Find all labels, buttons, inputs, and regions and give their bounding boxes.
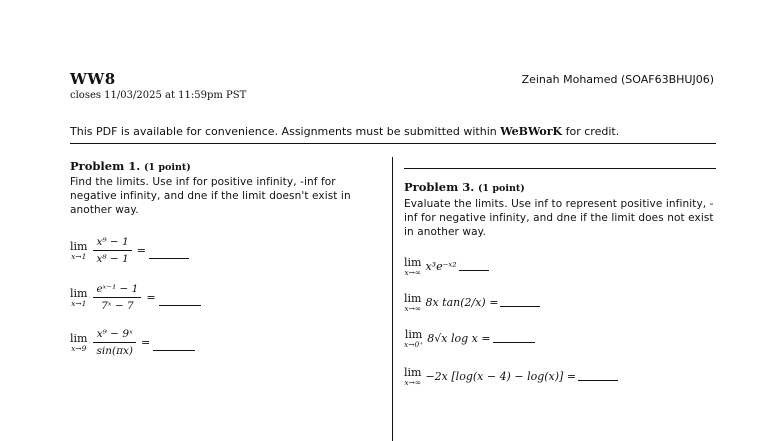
- limit-operator: lim x→1: [70, 287, 88, 308]
- notice-text: [70, 125, 619, 138]
- problem-1-points: (1 point): [143, 162, 191, 173]
- problem-3-item-1: lim x→∞ x³e⁻ˣ²: [404, 256, 489, 277]
- answer-blank-5[interactable]: [500, 306, 540, 307]
- problem-3-item-2: lim x→∞ 8x tan(2/x) =: [404, 292, 540, 313]
- notice-suffix: for credit.: [562, 125, 620, 138]
- limit-operator: lim x→∞: [404, 366, 422, 387]
- assignment-title: WW8: [70, 70, 116, 88]
- right-column-rule: [404, 168, 716, 169]
- limit-operator: lim x→∞: [404, 256, 422, 277]
- answer-blank-4[interactable]: [459, 270, 489, 271]
- problem-3-title: Problem 3.: [404, 180, 475, 194]
- fraction: $\frac{\text{x⁹ − 1}}{\text{x⁸ − 1}}$: [93, 236, 131, 265]
- problem-1-heading: [70, 159, 191, 173]
- problem-3-instructions: Evaluate the limits. Use inf to represent positive infinity, -inf for negative infinity, and dne if the limit does not exist in another way.: [404, 198, 714, 238]
- limit-operator: lim x→0⁺: [404, 328, 424, 349]
- notice-prefix: This PDF is available for convenience. Assignments must be submitted within: [70, 125, 501, 138]
- answer-blank-1[interactable]: [149, 258, 189, 259]
- problem-3-points: (1 point): [477, 183, 525, 194]
- header-rule: [70, 143, 716, 144]
- problem-3-heading: [404, 180, 525, 194]
- limit-operator: lim x→1: [70, 240, 88, 261]
- problem-1-item-3: lim x→9 $\frac{\text{x⁹ − 9ˣ}}{\sin(\pi x)}$ =: [70, 328, 195, 357]
- fraction: $\frac{\text{x⁹ − 9ˣ}}{\sin(\pi x)}$: [93, 328, 136, 357]
- answer-blank-6[interactable]: [493, 342, 535, 343]
- due-date: closes 11/03/2025 at 11:59pm PST: [70, 90, 247, 101]
- student-name: Zeinah Mohamed (SOAF63BHUJ06): [521, 73, 714, 86]
- problem-1-item-2: lim x→1 $\frac{\text{eˣ⁻¹ − 1}}{\text{7ˣ − 7}}$ =: [70, 283, 201, 312]
- column-divider: [392, 157, 393, 441]
- fraction: $\frac{\text{eˣ⁻¹ − 1}}{\text{7ˣ − 7}}$: [93, 283, 141, 312]
- problem-1-title: Problem 1.: [70, 159, 141, 173]
- webwork-name: WeBWorK: [500, 125, 563, 138]
- answer-blank-2[interactable]: [159, 305, 201, 306]
- answer-blank-7[interactable]: [578, 380, 618, 381]
- problem-1-instructions: Find the limits. Use inf for positive infinity, -inf for negative infinity, and dne if the limit doesn't exist in another way.: [70, 176, 351, 216]
- answer-blank-3[interactable]: [153, 350, 195, 351]
- problem-1-item-1: lim x→1 $\frac{\text{x⁹ − 1}}{\text{x⁸ − 1}}$ =: [70, 236, 189, 265]
- problem-3-item-3: lim x→0⁺ 8√x log x =: [404, 328, 535, 349]
- problem-3-item-4: lim x→∞ −2x [log(x − 4) − log(x)] =: [404, 366, 618, 387]
- limit-operator: lim x→9: [70, 332, 88, 353]
- limit-operator: lim x→∞: [404, 292, 422, 313]
